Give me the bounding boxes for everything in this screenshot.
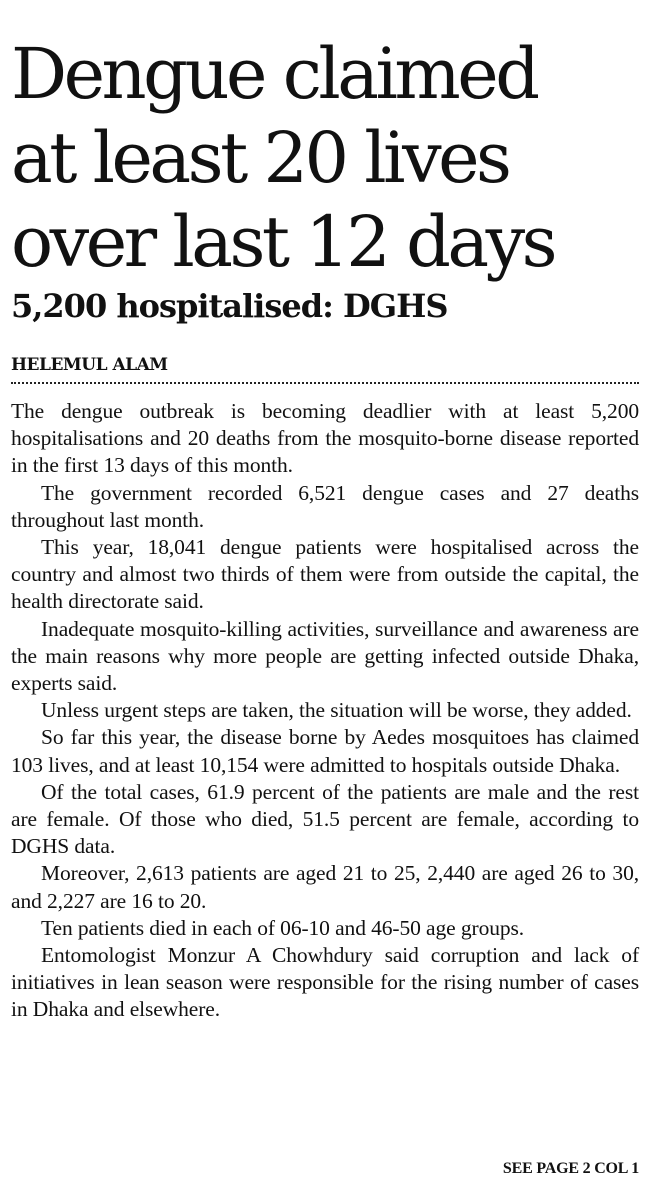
- continuation-jump-line: SEE PAGE 2 COL 1: [502, 1160, 639, 1177]
- paragraph-4: Inadequate mosquito-killing activities, surveillance and awareness are the main reasons why more people are getting infected outside Dhaka, experts said.: [11, 616, 639, 696]
- paragraph-7: Of the total cases, 61.9 percent of the patients are male and the rest are female. Of those who died, 51.5 percent are female, according to DGHS data.: [11, 779, 639, 859]
- paragraph-8: Moreover, 2,613 patients are aged 21 to 25, 2,440 are aged 26 to 30, and 2,227 are 16 to 20.: [11, 861, 639, 913]
- byline: HELEMUL ALAM: [11, 355, 168, 375]
- article-body: [11, 398, 639, 1024]
- paragraph-10: Entomologist Monzur A Chowhdury said corruption and lack of initiatives in lean season were responsible for the rising number of cases in Dhaka and elsewhere.: [11, 943, 639, 1022]
- headline-line-2: at least 20 lives: [11, 117, 509, 199]
- paragraph-9: Ten patients died in each of 06-10 and 46-50 age groups.: [41, 915, 525, 940]
- headline: [11, 32, 639, 284]
- headline-line-3: over last 12 days: [11, 201, 555, 283]
- news-article: [11, 32, 639, 1024]
- paragraph-1: The dengue outbreak is becoming deadlier with at least 5,200 hospitalisations and 20 deaths from the mosquito-borne disease reported in the first 13 days of this month.: [11, 399, 639, 478]
- headline-line-1: Dengue claimed: [11, 33, 537, 115]
- dotted-divider: [11, 382, 639, 384]
- subheadline: 5,200 hospitalised: DGHS: [11, 287, 448, 325]
- paragraph-5: Unless urgent steps are taken, the situation will be worse, they added.: [41, 698, 632, 723]
- paragraph-2: The government recorded 6,521 dengue cases and 27 deaths throughout last month.: [11, 480, 639, 532]
- paragraph-3: This year, 18,041 dengue patients were hospitalised across the country and almost two thirds of them were from outside the capital, the health directorate said.: [11, 535, 639, 614]
- paragraph-6: So far this year, the disease borne by Aedes mosquitoes has claimed 103 lives, and at least 10,154 were admitted to hospitals outside Dhaka.: [11, 725, 639, 777]
